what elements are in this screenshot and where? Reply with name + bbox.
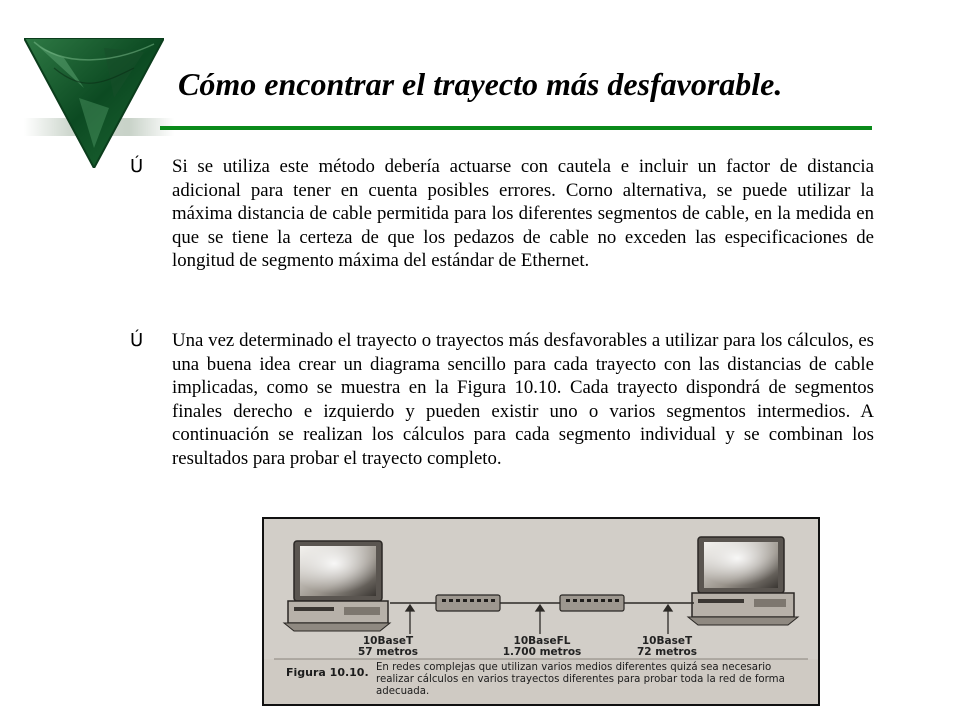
bullet-item [130,329,874,470]
double-check-bullet-icon: Ú [130,330,144,351]
network-path-figure [262,517,820,706]
figure-caption-text: En redes complejas que utilizan varios medios diferentes quizá sea necesario realizar cálculos en varios trayectos diferentes para probar toda la red de forma adecuada. [376,662,785,697]
title-underline-rule [160,126,872,130]
bullet-item [130,155,874,273]
bullet-text: Si se utiliza este método debería actuarse con cautela e incluir un factor de distancia adicional para tener en cuenta posibles errores. Corno alternativa, se puede utilizar la máxima distancia de cable permitida para los diferentes segmentos de cable, en la medida en que se tiene la certeza de que los pedazos de cable no exceden las especificaciones de longitud de segmento máxima del estándar de Ethernet. [172,156,874,271]
right-workstation-icon [688,537,798,625]
hub-icon [560,595,624,611]
page-title: Cómo encontrar el trayecto más desfavorable. [178,66,783,102]
green-marble-triangle-icon [24,38,164,168]
double-check-bullet-icon: Ú [130,156,144,177]
left-workstation-icon [284,541,390,631]
segment-label: 10BaseT 57 metros [358,635,418,658]
figure-caption-label: Figura 10.10. [286,666,369,679]
segment-label: 10BaseT 72 metros [637,635,697,658]
bullet-text: Una vez determinado el trayecto o trayectos más desfavorables a utilizar para los cálculos, es una buena idea crear un diagrama sencillo para cada trayecto con las distancias de cable implicadas, como se muestra en la Figura 10.10. Cada trayecto dispondrá de segmentos finales derecho e izquierdo y pueden existir uno o varios segmentos intermedios. A continuación se realizan los cálculos para cada segmento individual y se combinan los resultados para probar el trayecto completo. [172,330,874,469]
segment-label: 10BaseFL 1.700 metros [502,635,582,658]
hub-icon [436,595,500,611]
